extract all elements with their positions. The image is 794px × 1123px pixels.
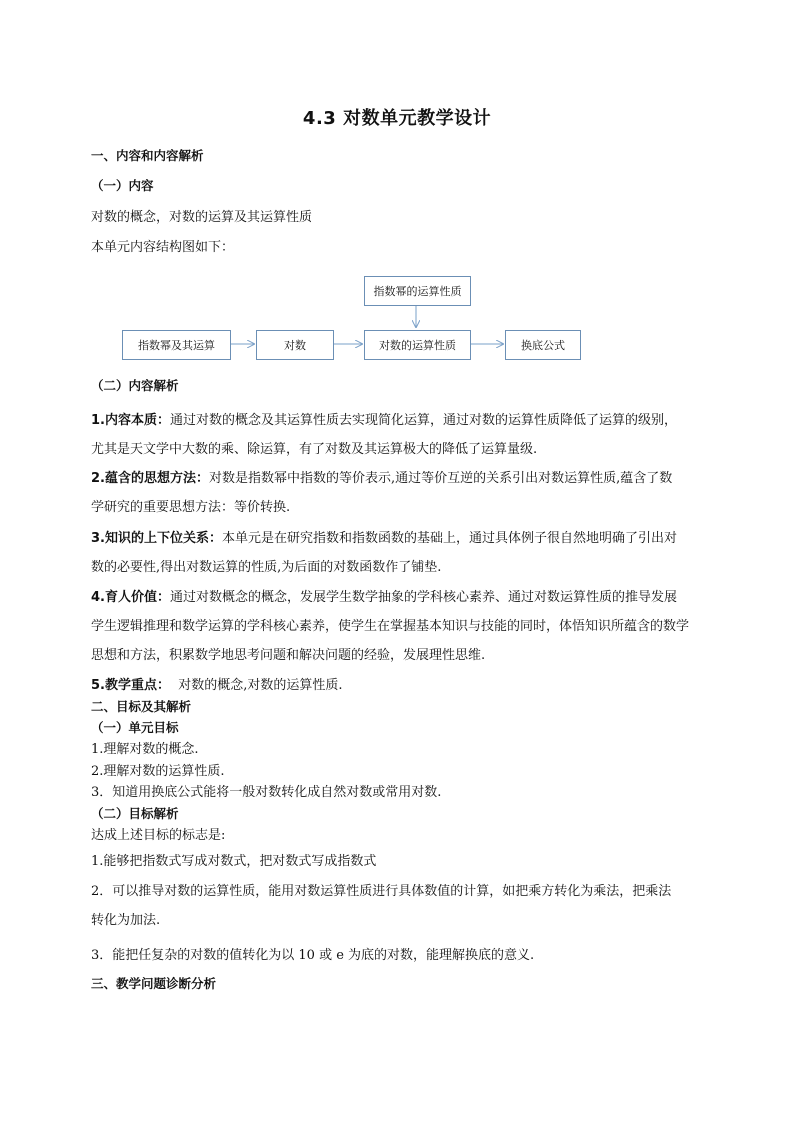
box-1: 指数幂及其运算 [122,330,231,360]
item-text: 2．可以推导对数的运算性质，能用对数运算性质进行具体数值的计算，如把乘方转化为乘法，把乘法 [91,884,672,899]
box-2: 对数 [256,330,334,360]
item-text: 学研究的重要思想方法：等价转换. [91,500,291,515]
item-text: 学生逻辑推理和数学运算的学科核心素养，使学生在掌握基本知识与技能的同时，体悟知识所蕴含的数学 [91,619,690,634]
item-text: 通过对数概念的概念，发展学生数学抽象的学科核心素养、通过对数运算性质的推导发展 [169,590,677,605]
goal-3: 3．知道用换底公式能将一般对数转化成自然对数或常用对数. [91,785,442,800]
section2-sub1: （一）单元目标 [91,720,179,735]
goal-analysis-1: 1.能够把指数式写成对数式，把对数式写成指数式 [91,854,377,869]
goal-analysis-3: 3．能把任复杂的对数的值转化为以 10 或 e 为底的对数，能理解换底的意义. [91,948,535,963]
item-text: 思想和方法，积累数学地思考问题和解决问题的经验，发展理性思维. [91,648,486,663]
item-text: 本单元是在研究指数和指数函数的基础上，通过具体例子很自然地明确了引出对 [221,531,677,546]
item-text: 尤其是天文学中大数的乘、除运算，有了对数及其运算极大的降低了运算量级. [91,442,538,457]
analysis-item-5 [91,671,723,700]
analysis-intro: 达成上述目标的标志是: [91,828,226,843]
section2-sub2: （二）目标解析 [91,806,179,821]
item-lead: 1.内容本质： [91,413,170,428]
item-text: 转化为加法. [91,913,161,928]
section1-heading: 一、内容和内容解析 [91,148,204,163]
item-text: 通过对数的概念及其运算性质去实现简化运算，通过对数的运算性质降低了运算的级别， [169,413,677,428]
analysis-item-2 [91,464,723,522]
box-3: 对数的运算性质 [364,330,471,360]
goal-1: 1.理解对数的概念. [91,742,199,757]
analysis-item-1 [91,406,723,464]
section2-heading: 二、目标及其解析 [91,699,192,714]
goal-2: 2.理解对数的运算性质. [91,764,225,779]
goal-analysis-2 [91,877,723,935]
section3-heading: 三、教学问题诊断分析 [91,976,217,991]
item-lead: 5.教学重点： [91,678,170,693]
box-top: 指数幂的运算性质 [364,276,471,306]
content-line: 对数的概念，对数的运算及其运算性质 [91,210,313,225]
section1-sub1: （一）内容 [91,178,154,193]
item-text: 数的必要性,得出对数运算的性质,为后面的对数函数作了铺垫. [91,560,442,575]
item-text: 对数的概念,对数的运算性质. [169,678,343,693]
analysis-item-3 [91,524,723,582]
item-text: 对数是指数幂中指数的等价表示,通过等价互逆的关系引出对数运算性质,蕴含了数 [208,471,673,486]
analysis-item-4 [91,583,723,670]
box-4: 换底公式 [505,330,581,360]
diagram-intro: 本单元内容结构图如下： [91,240,235,255]
item-lead: 4.育人价值： [91,590,170,605]
item-lead: 2.蕴含的思想方法： [91,471,209,486]
item-lead: 3.知识的上下位关系： [91,531,222,546]
section1-sub2: （二）内容解析 [91,378,179,393]
page-title: 4.3 对数单元教学设计 [302,108,492,129]
